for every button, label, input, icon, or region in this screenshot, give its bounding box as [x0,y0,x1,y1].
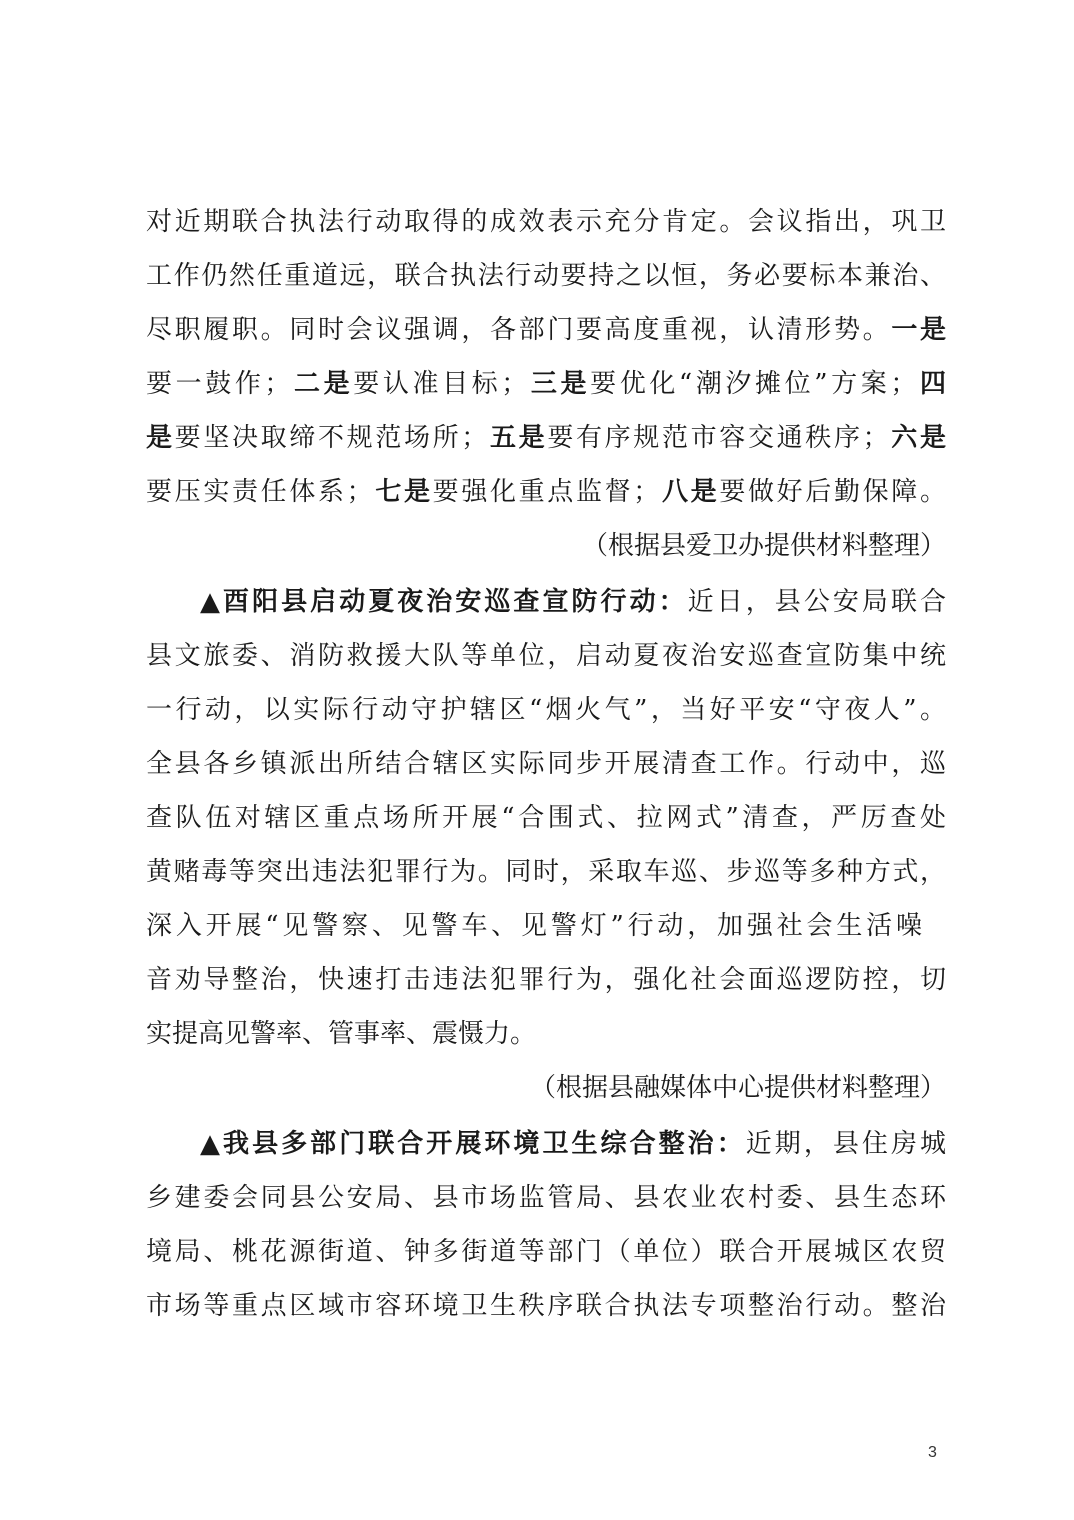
paragraph1-line5 [146,418,946,458]
bold-run: 七是 [372,477,433,507]
section-heading: ▲酉阳县启动夏夜治安巡查宣防行动： [200,587,688,617]
text-run: 要做好后勤保障。 [719,477,946,507]
text-run: 要一鼓作； [146,369,291,399]
bold-run: 五是 [487,423,548,453]
paragraph2-line4: 全县各乡镇派出所结合辖区实际同步开展清查工作。行动中，巡 [146,749,946,779]
paragraph2-line6: 黄赌毒等突出违法犯罪行为。同时，采取车巡、步巡等多种方式， [146,857,946,887]
text-run: 近日，县公安局联合 [687,587,946,617]
paragraph1-line4 [146,364,946,404]
paragraph2-line1 [200,582,946,622]
paragraph2-line9: 实提高见警率、管事率、震慑力。 [146,1019,537,1049]
paragraph2-line3: 一行动，以实际行动守护辖区“烟火气”，当好平安“守夜人”。 [146,695,946,725]
paragraph2-line8: 音劝导整治，快速打击违法犯罪行为，强化社会面巡逻防控，切 [146,965,946,995]
text-run: 尽职履职。同时会议强调，各部门要高度重视，认清形势。 [146,315,892,345]
text-run: 要坚决取缔不规范场所； [174,423,488,453]
paragraph3-line1 [200,1124,946,1164]
bold-run: 是 [146,423,175,453]
text-run: 近期，县住房城 [745,1129,946,1159]
text-run: 要有序规范市容交通秩序； [547,423,889,453]
bold-run: 一是 [891,315,946,345]
bold-run: 四 [916,369,946,399]
section-heading: ▲我县多部门联合开展环境卫生综合整治： [200,1129,746,1159]
bold-run: 二是 [290,369,354,399]
bold-run: 三是 [527,369,591,399]
bold-run: 八是 [659,477,720,507]
text-run: 要优化“潮汐摊位”方案； [590,369,917,399]
paragraph3-line4: 市场等重点区域市容环境卫生秩序联合执法专项整治行动。整治 [146,1291,946,1321]
paragraph2-source: （根据县融媒体中心提供材料整理） [529,1073,946,1103]
page-number: 3 [928,1444,937,1461]
paragraph1-line2: 工作仍然任重道远，联合执法行动要持之以恒，务必要标本兼治、 [146,261,946,291]
paragraph1-line6 [146,472,946,512]
paragraph1-line1: 对近期联合执法行动取得的成效表示充分肯定。会议指出，巩卫 [146,207,946,237]
paragraph1-source: （根据县爱卫办提供材料整理） [581,531,946,561]
text-run: 要压实责任体系； [146,477,373,507]
paragraph1-line3 [146,310,946,350]
paragraph2-line7: 深入开展“见警察、见警车、见警灯”行动，加强社会生活噪 [146,911,922,941]
text-run: 要认准目标； [353,369,528,399]
paragraph3-line2: 乡建委会同县公安局、县市场监管局、县农业农村委、县生态环 [146,1183,946,1213]
text-run: 要强化重点监督； [432,477,660,507]
paragraph3-line3: 境局、桃花源街道、钟多街道等部门（单位）联合开展城区农贸 [146,1237,946,1267]
bold-run: 六是 [888,423,946,453]
paragraph2-line5: 查队伍对辖区重点场所开展“合围式、拉网式”清查，严厉查处 [146,803,946,833]
paragraph2-line2: 县文旅委、消防救援大队等单位，启动夏夜治安巡查宣防集中统 [146,641,946,671]
